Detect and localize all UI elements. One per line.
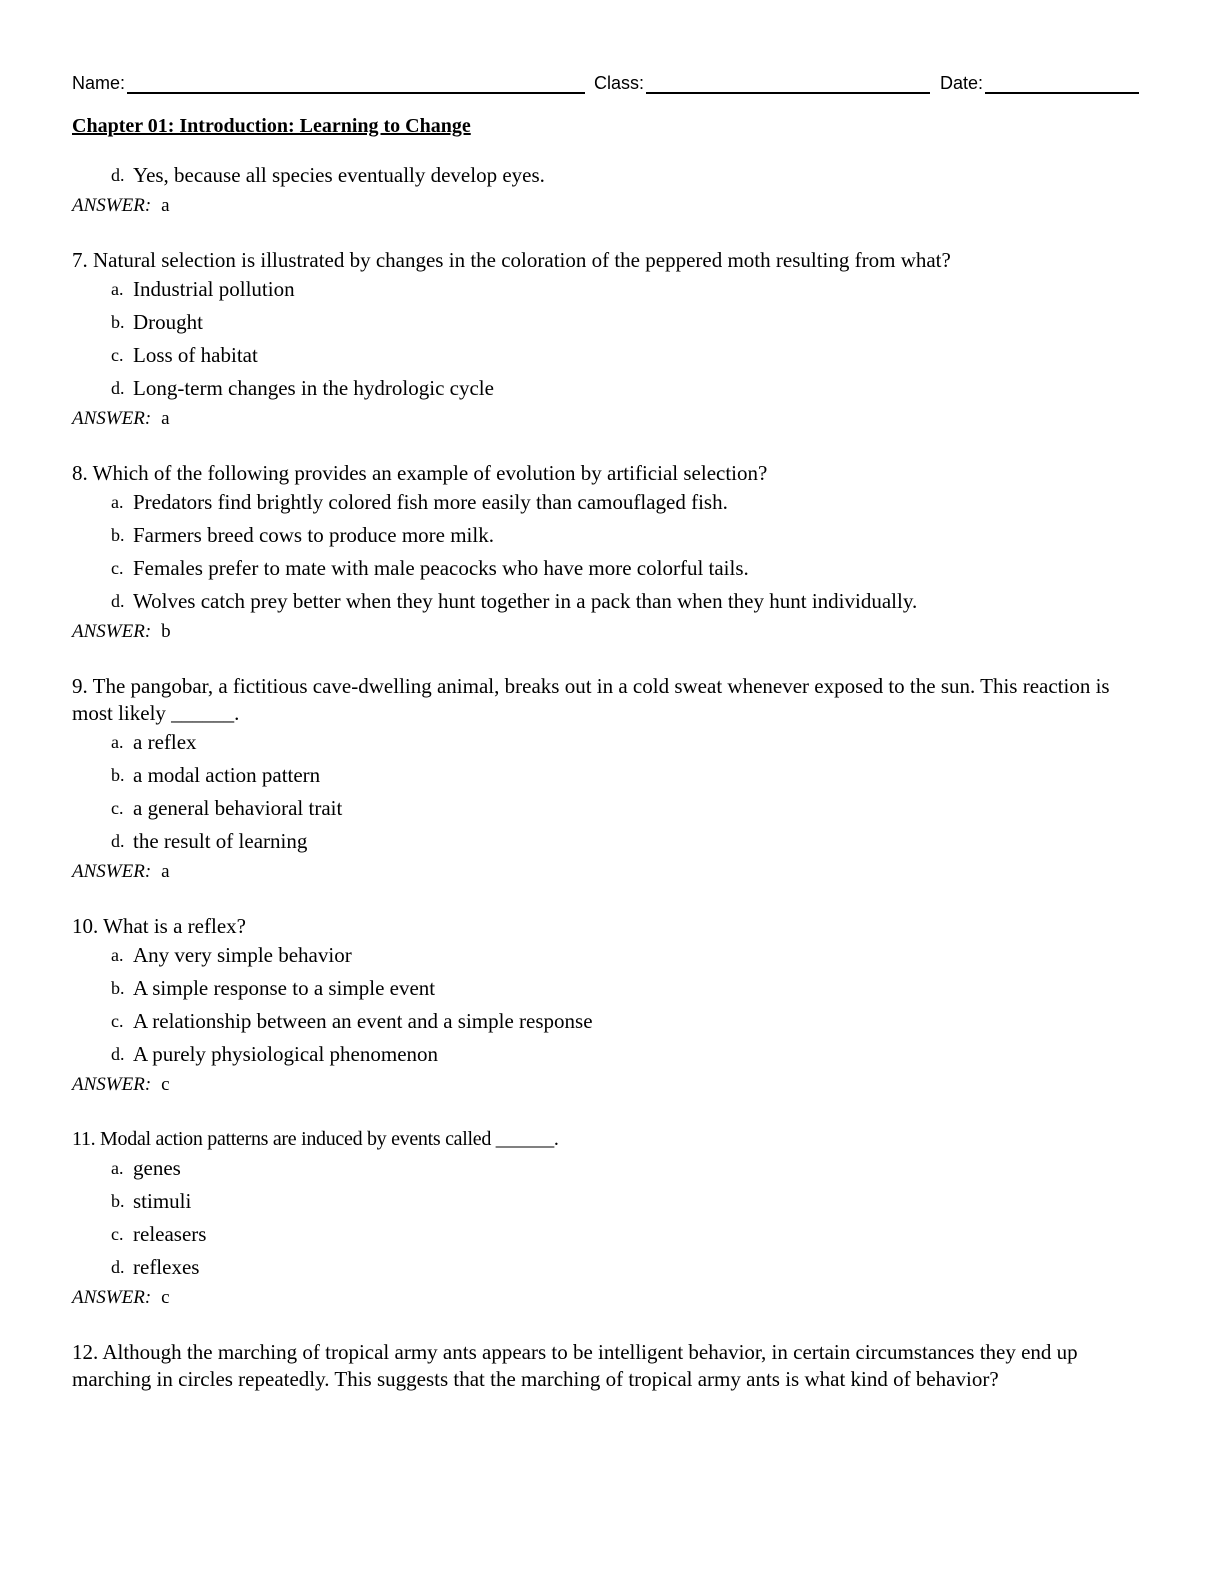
option-letter: a. (111, 492, 124, 512)
option-item (72, 940, 1147, 973)
class-label: Class: (594, 73, 645, 93)
option-letter: d. (111, 378, 125, 398)
date-label: Date: (940, 73, 984, 93)
answer-value: b (161, 621, 171, 642)
answer-line (72, 619, 1147, 645)
option-item (72, 520, 1147, 553)
option-item (72, 1252, 1147, 1285)
class-line[interactable] (646, 72, 930, 94)
class-field (594, 72, 930, 94)
name-label: Name: (72, 73, 126, 93)
option-item (72, 727, 1147, 760)
answer-line (72, 193, 1147, 219)
option-letter: b. (111, 978, 125, 998)
option-item (72, 373, 1147, 406)
question-text: 12. Although the marching of tropical army ants appears to be intelligent behavior, in certain circumstances they end up marching in circles repeatedly. This suggests that the marching of tropical army ants is what kind of behavior? (72, 1340, 1078, 1391)
answer-value: c (161, 1287, 170, 1308)
name-line[interactable] (127, 72, 585, 94)
answer-value: c (161, 1074, 170, 1095)
option-text: a general behavioral trait (133, 796, 343, 820)
option-text: Predators find brightly colored fish more easily than camouflaged fish. (133, 490, 728, 514)
option-text: a modal action pattern (133, 763, 321, 787)
option-letter: d. (111, 591, 125, 611)
option-text: Loss of habitat (133, 343, 258, 367)
answer-value: a (161, 195, 170, 216)
option-letter: b. (111, 525, 125, 545)
option-text: reflexes (133, 1255, 200, 1279)
answer-label: ANSWER: (72, 1287, 152, 1308)
option-item (72, 307, 1147, 340)
answer-line (72, 1072, 1147, 1098)
question-10 (72, 913, 1147, 1098)
question-list (72, 160, 1147, 1393)
answer-line (72, 406, 1147, 432)
answer-label: ANSWER: (72, 408, 152, 429)
option-letter: c. (111, 345, 124, 365)
option-letter: d. (111, 1044, 125, 1064)
option-letter: d. (111, 1257, 125, 1277)
answer-label: ANSWER: (72, 621, 152, 642)
option-text: Drought (133, 310, 203, 334)
date-line[interactable] (985, 72, 1139, 94)
option-item (72, 793, 1147, 826)
option-item (72, 1006, 1147, 1039)
option-letter: a. (111, 279, 124, 299)
option-item (72, 1219, 1147, 1252)
option-letter: c. (111, 1224, 124, 1244)
chapter-title: Chapter 01: Introduction: Learning to Change (72, 115, 471, 137)
answer-label: ANSWER: (72, 195, 152, 216)
option-item (72, 760, 1147, 793)
option-text: Any very simple behavior (133, 943, 352, 967)
option-text: A relationship between an event and a simple response (133, 1009, 593, 1033)
option-letter: b. (111, 1191, 125, 1211)
option-letter: a. (111, 945, 124, 965)
answer-line (72, 1285, 1147, 1311)
option-item (72, 340, 1147, 373)
answer-label: ANSWER: (72, 1074, 152, 1095)
option-text: stimuli (133, 1189, 192, 1213)
question-text: 9. The pangobar, a fictitious cave-dwelling animal, breaks out in a cold sweat whenever exposed to the sun. This reaction is most likely ______. (72, 674, 1110, 725)
option-item (72, 553, 1147, 586)
option-text: Long-term changes in the hydrologic cycle (133, 376, 494, 400)
option-text: Yes, because all species eventually develop eyes. (133, 163, 545, 187)
question-7 (72, 247, 1147, 432)
question-text: 10. What is a reflex? (72, 914, 246, 938)
date-field (940, 72, 1139, 94)
question-text: 8. Which of the following provides an example of evolution by artificial selection? (72, 461, 768, 485)
option-text: A purely physiological phenomenon (133, 1042, 439, 1066)
option-text: Females prefer to mate with male peacocks who have more colorful tails. (133, 556, 749, 580)
question-12 (72, 1339, 1147, 1393)
option-letter: a. (111, 732, 124, 752)
answer-line (72, 859, 1147, 885)
option-letter: b. (111, 312, 125, 332)
question-11 (72, 1126, 1147, 1311)
option-text: a reflex (133, 730, 197, 754)
option-text: the result of learning (133, 829, 308, 853)
answer-value: a (161, 861, 170, 882)
option-letter: c. (111, 798, 124, 818)
option-letter: c. (111, 1011, 124, 1031)
option-text: releasers (133, 1222, 207, 1246)
option-item (72, 973, 1147, 1006)
option-text: genes (133, 1156, 181, 1180)
question-text: 11. Modal action patterns are induced by events called ______. (72, 1128, 559, 1150)
answer-value: a (161, 408, 170, 429)
option-text: Wolves catch prey better when they hunt together in a pack than when they hunt individually. (133, 589, 918, 613)
option-item (72, 826, 1147, 859)
option-text: Industrial pollution (133, 277, 295, 301)
option-letter: b. (111, 765, 125, 785)
option-item (72, 1186, 1147, 1219)
question-9 (72, 673, 1147, 885)
option-letter: d. (111, 165, 125, 185)
option-item (72, 1039, 1147, 1072)
option-item (72, 586, 1147, 619)
question-text: 7. Natural selection is illustrated by changes in the coloration of the peppered moth resulting from what? (72, 248, 951, 272)
answer-label: ANSWER: (72, 861, 152, 882)
option-letter: a. (111, 1158, 124, 1178)
option-text: A simple response to a simple event (133, 976, 436, 1000)
option-item (72, 160, 1147, 193)
question-8 (72, 460, 1147, 645)
option-item (72, 274, 1147, 307)
option-letter: d. (111, 831, 125, 851)
option-text: Farmers breed cows to produce more milk. (133, 523, 494, 547)
option-item (72, 487, 1147, 520)
option-letter: c. (111, 558, 124, 578)
name-field (72, 72, 585, 94)
option-item (72, 1153, 1147, 1186)
header-fields (72, 72, 1142, 98)
